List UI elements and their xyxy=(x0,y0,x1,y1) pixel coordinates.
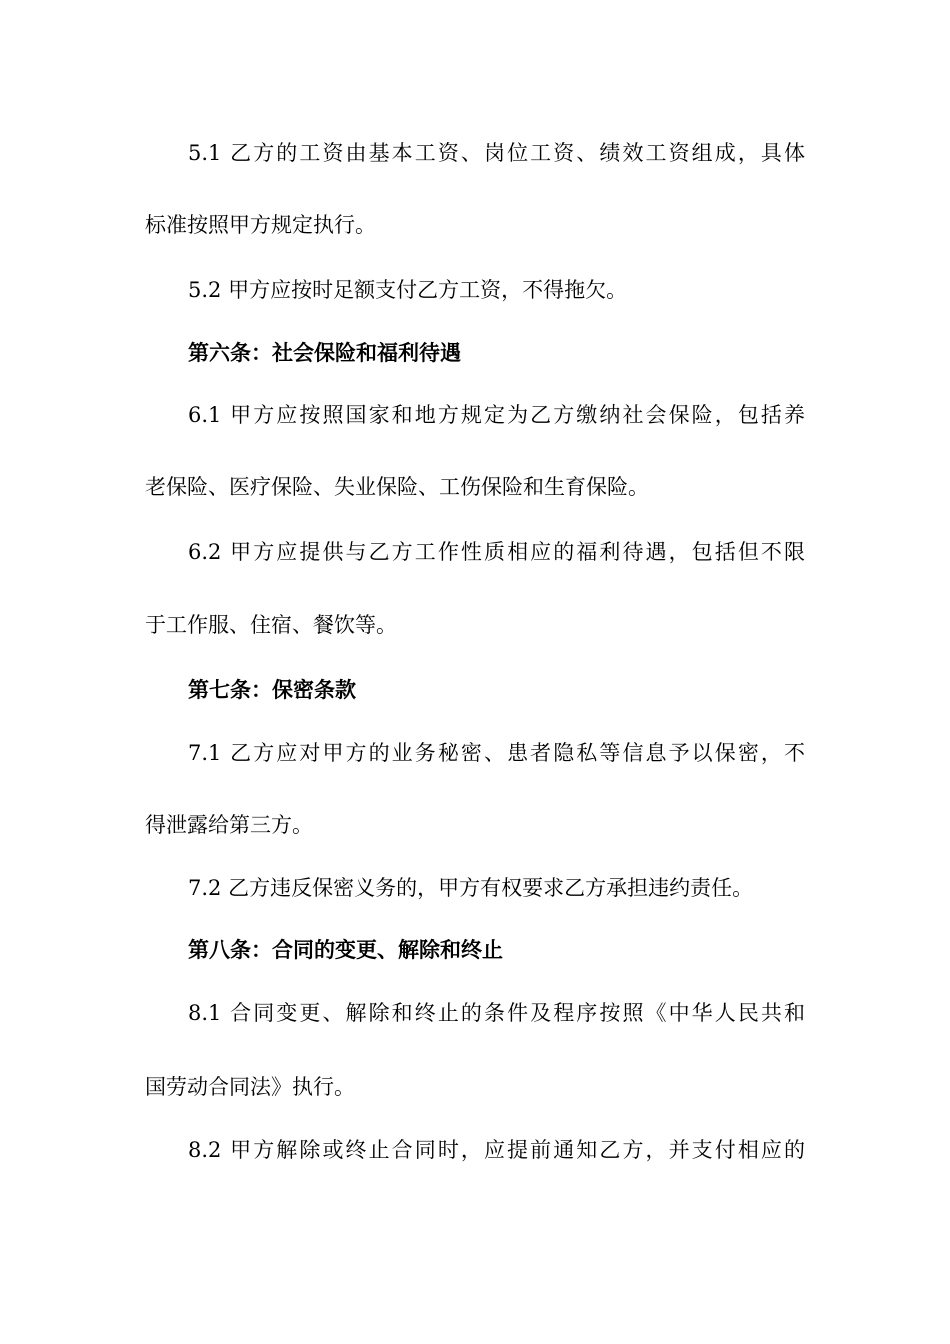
clause-7-1-line-2: 得泄露给第三方。 xyxy=(145,813,313,837)
clause-5-1-line-2: 标准按照甲方规定执行。 xyxy=(145,213,376,237)
clause-7-1-line-1: 7.1 乙方应对甲方的业务秘密、患者隐私等信息予以保密，不 xyxy=(188,741,805,765)
clause-5-1-line-1: 5.1 乙方的工资由基本工资、岗位工资、绩效工资组成，具体 xyxy=(188,141,805,165)
clause-6-1-line-1: 6.1 甲方应按照国家和地方规定为乙方缴纳社会保险，包括养 xyxy=(188,403,805,427)
clause-7-2: 7.2 乙方违反保密义务的，甲方有权要求乙方承担违约责任。 xyxy=(188,876,754,900)
clause-5-2: 5.2 甲方应按时足额支付乙方工资，不得拖欠。 xyxy=(188,278,628,302)
clause-8-1-line-2: 国劳动合同法》执行。 xyxy=(145,1075,355,1099)
clause-8-2-line-1: 8.2 甲方解除或终止合同时，应提前通知乙方，并支付相应的 xyxy=(188,1138,805,1162)
clause-8-1-line-1: 8.1 合同变更、解除和终止的条件及程序按照《中华人民共和 xyxy=(188,1001,805,1025)
clause-7-heading: 第七条：保密条款 xyxy=(188,678,356,702)
clause-6-2-line-2: 于工作服、住宿、餐饮等。 xyxy=(145,613,397,637)
clause-8-heading: 第八条：合同的变更、解除和终止 xyxy=(188,938,503,962)
clause-6-2-line-1: 6.2 甲方应提供与乙方工作性质相应的福利待遇，包括但不限 xyxy=(188,540,805,564)
clause-6-1-line-2: 老保险、医疗保险、失业保险、工伤保险和生育保险。 xyxy=(145,475,649,499)
clause-6-heading: 第六条：社会保险和福利待遇 xyxy=(188,341,461,365)
